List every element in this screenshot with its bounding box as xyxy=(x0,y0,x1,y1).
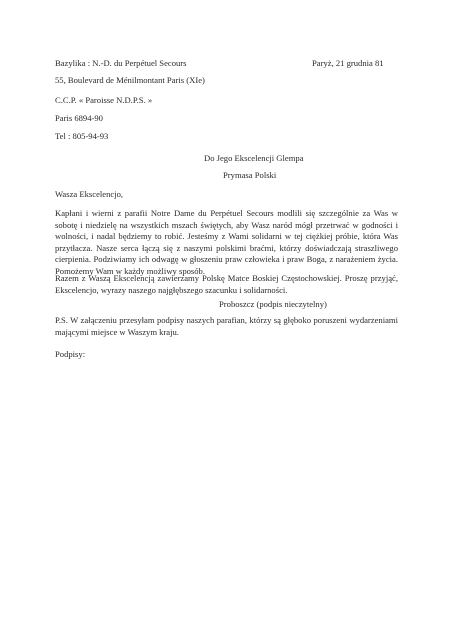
postal-account-number: Paris 6894-90 xyxy=(55,113,103,123)
postscript: P.S. W załączeniu przesyłam podpisy naszych parafian, którzy są głęboko poruszeni wydarzeniami mającymi miejsce w Waszym kraju. xyxy=(55,315,398,337)
signatures-label: Podpisy: xyxy=(55,349,86,359)
recipient-line-2: Prymasa Polski xyxy=(223,170,277,180)
signature-line: Proboszcz (podpis nieczytelny) xyxy=(219,299,327,309)
telephone: Tel : 805-94-93 xyxy=(55,131,109,141)
place-date: Paryż, 21 grudnia 81 xyxy=(312,58,384,68)
parish-name: Bazylika : N.-D. du Perpétuel Secours xyxy=(55,58,187,68)
salutation: Wasza Ekscelencjo, xyxy=(55,189,124,199)
recipient-line-1: Do Jego Ekscelencji Glempa xyxy=(204,153,304,163)
postal-account: C.C.P. « Paroisse N.D.P.S. » xyxy=(55,95,153,105)
body-paragraph-1: Kapłani i wierni z parafii Notre Dame du Perpétuel Secours modlili się szczególnie za Was w sobotę i niedzielę na wszystkich mszach świętych, aby Wasz naród mógł przetrwać w godności i wolności, i nadal będziemy to robić. Jesteśmy z Wami solidarni w tej ciężkiej próbie, która Was przytłacza. Nasze serca łączą się z naszymi polskimi braćmi, którzy doświadczają straszliwego cierpienia. Podziwiamy ich odwagę w głoszeniu praw człowieka i praw Boga, z narażeniem życia. Pomożemy Wam w każdy możliwy sposób. xyxy=(55,208,398,276)
parish-address: 55, Boulevard de Ménilmontant Paris (XIe) xyxy=(55,75,205,85)
body-paragraph-2: Razem z Waszą Ekscelencją zawierzamy Polskę Matce Boskiej Częstochowskiej. Proszę przyjąć, Ekscelencjo, wyrazy naszego najgłębszego szacunku i solidarności. xyxy=(55,273,398,295)
